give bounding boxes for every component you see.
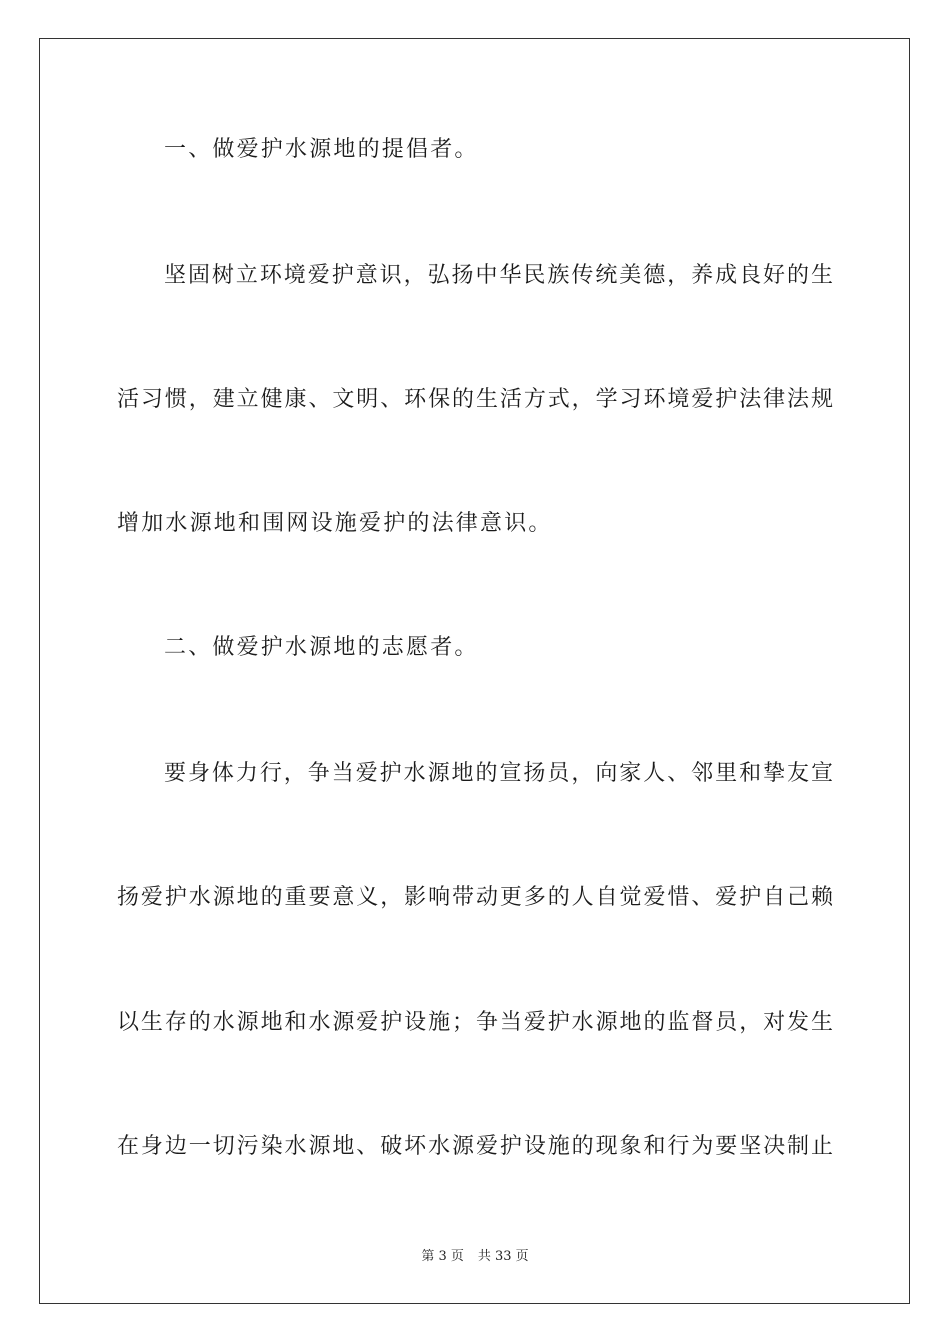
paragraph-2-line-3: 以生存的水源地和水源爱护设施；争当爱护水源地的监督员，对发生: [117, 1010, 833, 1035]
heading-advocate: 一、做爱护水源地的提倡者。: [164, 137, 479, 162]
paragraph-1-line-1: 坚固树立环境爱护意识，弘扬中华民族传统美德，养成良好的生: [164, 263, 833, 288]
page-border: [39, 38, 910, 1304]
page-number: 第 3 页: [421, 1249, 464, 1264]
paragraph-2-line-2: 扬爱护水源地的重要意义，影响带动更多的人自觉爱惜、爱护自己赖: [117, 885, 833, 910]
page-footer: [0, 1248, 950, 1266]
paragraph-1-line-2: 活习惯，建立健康、文明、环保的生活方式，学习环境爱护法律法规: [117, 387, 833, 412]
paragraph-2-line-1: 要身体力行，争当爱护水源地的宣扬员，向家人、邻里和挚友宣: [164, 761, 833, 786]
paragraph-2-line-4: 在身边一切污染水源地、破坏水源爱护设施的现象和行为要坚决制止: [117, 1134, 833, 1159]
paragraph-1-line-3: 增加水源地和围网设施爱护的法律意识。: [117, 511, 553, 536]
page-total: 共 33 页: [477, 1249, 529, 1264]
heading-volunteer: 二、做爱护水源地的志愿者。: [164, 635, 479, 660]
